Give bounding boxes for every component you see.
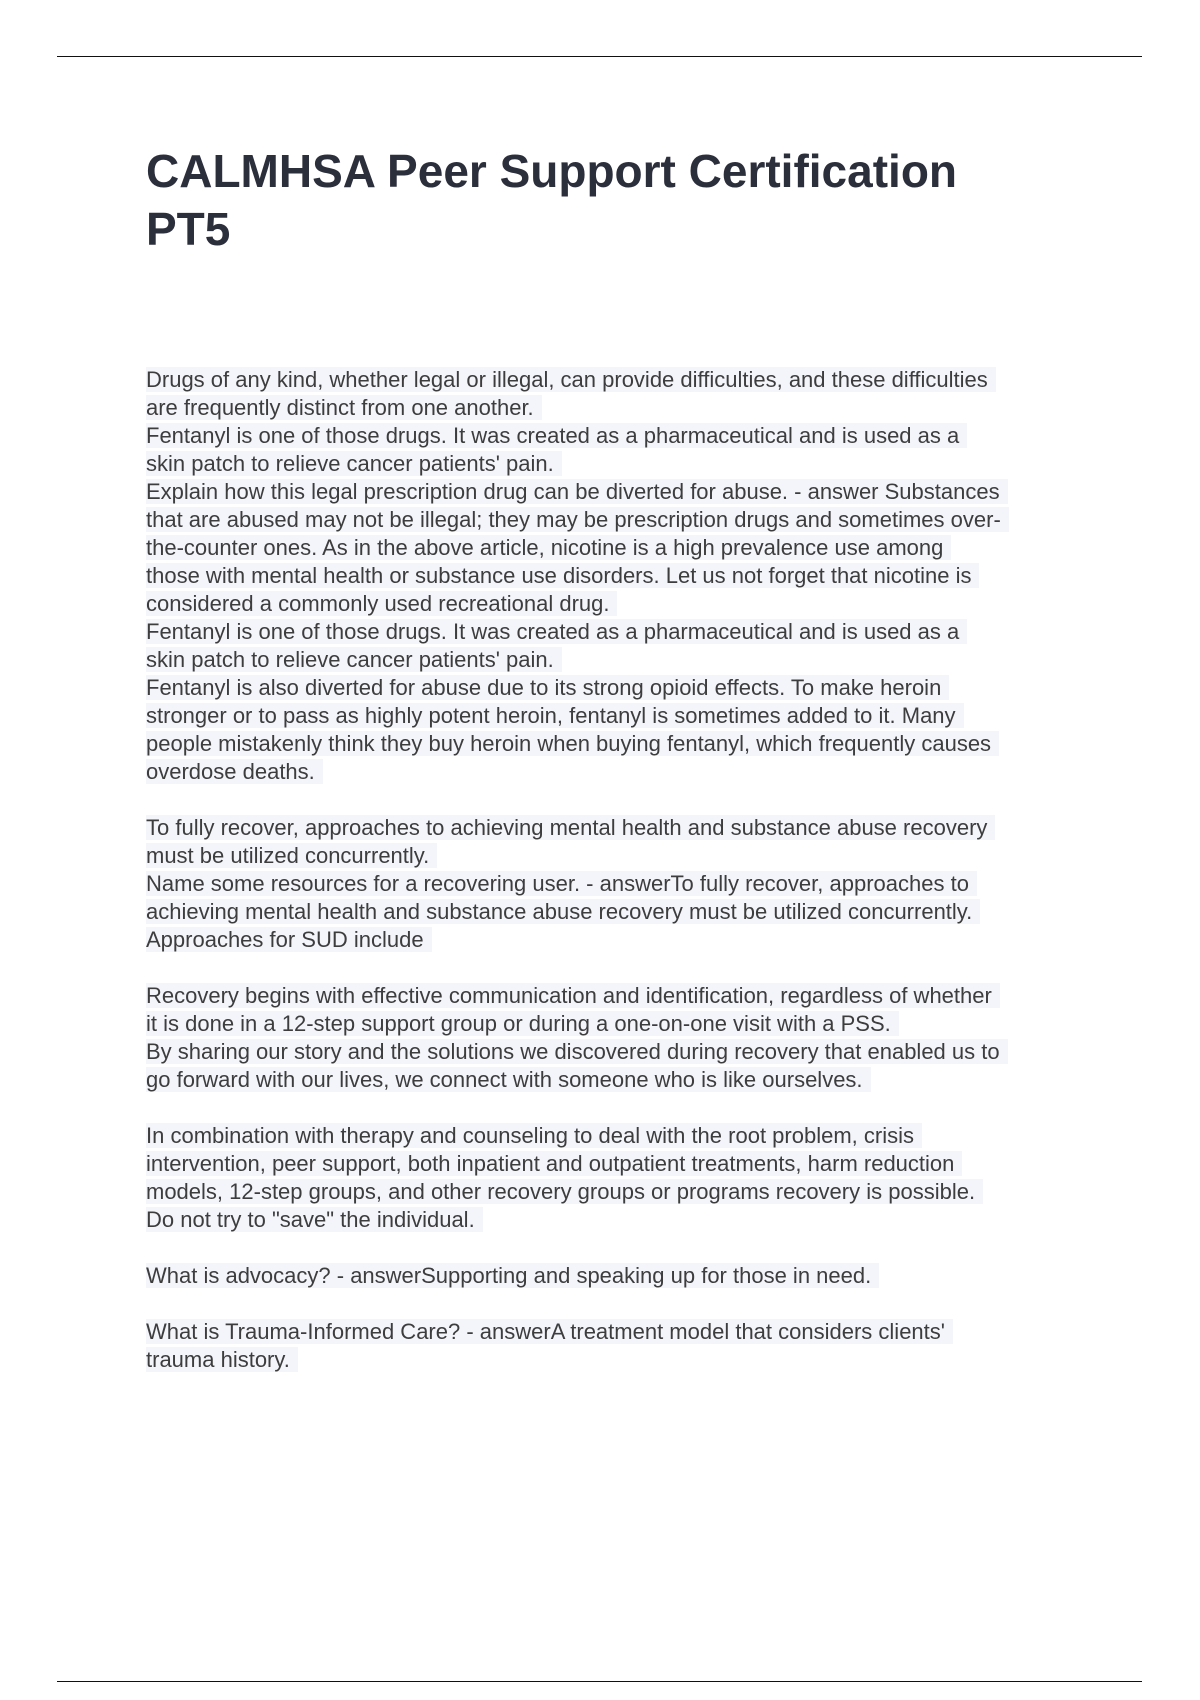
text-line — [146, 758, 1086, 786]
text-line — [146, 1262, 1086, 1290]
text-line — [146, 1206, 1086, 1234]
document-title — [146, 142, 1106, 258]
text-line-content: the-counter ones. As in the above article, nicotine is a high prevalence use among — [146, 535, 951, 560]
text-line — [146, 366, 1086, 394]
text-line-content: What is Trauma-Informed Care? - answerA treatment model that considers clients' — [146, 1319, 953, 1344]
paragraph-block — [146, 814, 1086, 954]
text-line — [146, 422, 1086, 450]
text-line — [146, 1318, 1086, 1346]
text-line — [146, 506, 1086, 534]
text-line-content: skin patch to relieve cancer patients' pain. — [146, 451, 562, 476]
text-line — [146, 842, 1086, 870]
text-line — [146, 1346, 1086, 1374]
text-line — [146, 926, 1086, 954]
text-line-content: Recovery begins with effective communication and identification, regardless of whether — [146, 983, 1000, 1008]
text-line — [146, 898, 1086, 926]
text-line — [146, 730, 1086, 758]
paragraph-block — [146, 366, 1086, 786]
header-rule — [57, 56, 1142, 57]
text-line-content: By sharing our story and the solutions we discovered during recovery that enabled us to — [146, 1039, 1008, 1064]
text-line-content: that are abused may not be illegal; they may be prescription drugs and sometimes over- — [146, 507, 1009, 532]
text-line — [146, 982, 1086, 1010]
text-line-content: models, 12-step groups, and other recovery groups or programs recovery is possible. — [146, 1179, 983, 1204]
text-line-content: those with mental health or substance use disorders. Let us not forget that nicotine is — [146, 563, 979, 588]
text-line — [146, 1150, 1086, 1178]
text-line — [146, 646, 1086, 674]
text-line — [146, 674, 1086, 702]
footer-rule — [57, 1681, 1142, 1682]
text-line-content: stronger or to pass as highly potent heroin, fentanyl is sometimes added to it. Many — [146, 703, 964, 728]
text-line-content: it is done in a 12-step support group or during a one-on-one visit with a PSS. — [146, 1011, 899, 1036]
text-line-content: Name some resources for a recovering user. - answerTo fully recover, approaches to — [146, 871, 977, 896]
text-line — [146, 1122, 1086, 1150]
text-line — [146, 1178, 1086, 1206]
text-line-content: Fentanyl is one of those drugs. It was created as a pharmaceutical and is used as a — [146, 619, 967, 644]
text-line-content: Fentanyl is also diverted for abuse due to its strong opioid effects. To make heroin — [146, 675, 949, 700]
text-line-content: go forward with our lives, we connect with someone who is like ourselves. — [146, 1067, 871, 1092]
text-line — [146, 702, 1086, 730]
text-line-content: In combination with therapy and counseling to deal with the root problem, crisis — [146, 1123, 922, 1148]
text-line — [146, 1038, 1086, 1066]
text-line — [146, 478, 1086, 506]
text-line-content: Do not try to "save" the individual. — [146, 1207, 483, 1232]
text-line-content: Drugs of any kind, whether legal or illegal, can provide difficulties, and these difficulties — [146, 367, 996, 392]
text-line — [146, 450, 1086, 478]
text-line-content: overdose deaths. — [146, 759, 323, 784]
text-line — [146, 562, 1086, 590]
text-line-content: trauma history. — [146, 1347, 298, 1372]
paragraph-block — [146, 1122, 1086, 1234]
text-line-content: considered a commonly used recreational drug. — [146, 591, 617, 616]
text-line — [146, 814, 1086, 842]
text-line-content: Fentanyl is one of those drugs. It was created as a pharmaceutical and is used as a — [146, 423, 967, 448]
document-body — [146, 366, 1086, 1402]
paragraph-block — [146, 1262, 1086, 1290]
text-line-content: intervention, peer support, both inpatient and outpatient treatments, harm reduction — [146, 1151, 962, 1176]
title-line: CALMHSA Peer Support Certification — [146, 145, 958, 197]
text-line — [146, 394, 1086, 422]
text-line-content: must be utilized concurrently. — [146, 843, 437, 868]
text-line — [146, 1066, 1086, 1094]
text-line-content: are frequently distinct from one another. — [146, 395, 542, 420]
text-line-content: achieving mental health and substance abuse recovery must be utilized concurrently. — [146, 899, 980, 924]
paragraph-block — [146, 982, 1086, 1094]
title-line: PT5 — [146, 203, 231, 255]
text-line-content: To fully recover, approaches to achieving mental health and substance abuse recovery — [146, 815, 995, 840]
text-line-content: What is advocacy? - answerSupporting and speaking up for those in need. — [146, 1263, 879, 1288]
paragraph-block — [146, 1318, 1086, 1374]
text-line — [146, 618, 1086, 646]
text-line — [146, 590, 1086, 618]
text-line-content: people mistakenly think they buy heroin when buying fentanyl, which frequently causes — [146, 731, 999, 756]
text-line — [146, 1010, 1086, 1038]
text-line-content: Approaches for SUD include — [146, 927, 432, 952]
text-line — [146, 534, 1086, 562]
text-line — [146, 870, 1086, 898]
text-line-content: Explain how this legal prescription drug can be diverted for abuse. - answer Substances — [146, 479, 1008, 504]
text-line-content: skin patch to relieve cancer patients' pain. — [146, 647, 562, 672]
